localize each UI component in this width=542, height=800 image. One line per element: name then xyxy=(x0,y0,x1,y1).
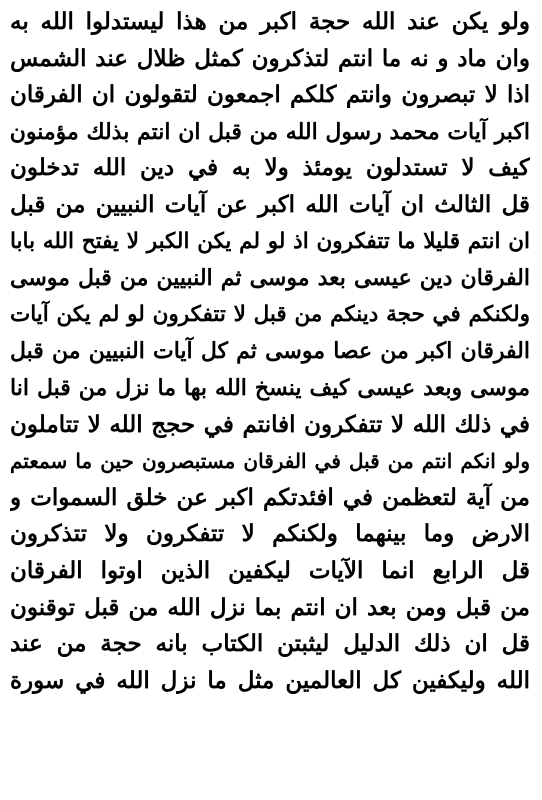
manuscript-line-6: قل الثالث ان آيات الله اكبر عن آيات النبيين من قبل xyxy=(10,190,530,218)
manuscript-line-9: ولكنكم في حجة دينكم من قبل لا تتفكرون لو لم يكن آيات xyxy=(10,301,530,327)
manuscript-line-3: اذا لا تبصرون وانتم كلكم اجمعون لتقولون ان الفرقان xyxy=(10,81,530,109)
manuscript-line-10: الفرقان اكبر من عصا موسى ثم كل آيات النبيين من قبل xyxy=(10,338,530,365)
manuscript-line-16: قل الرابع انما الآيات ليكفين الذين اوتوا الفرقان xyxy=(10,556,530,584)
manuscript-line-4: اكبر آيات محمد رسول الله من قبل ان انتم بذلك مؤمنون xyxy=(10,118,530,145)
manuscript-line-18: قل ان ذلك الدليل ليثبتن الكتاب بانه حجة من عند xyxy=(10,630,530,658)
manuscript-line-5: كيف لا تستدلون يومئذ ولا به في دين الله تدخلون xyxy=(10,154,530,182)
manuscript-line-13: ولو انكم انتم من قبل في الفرقان مستبصرون حين ما سمعتم xyxy=(10,449,530,474)
manuscript-text-block xyxy=(10,4,530,699)
manuscript-line-1: ولو يكن عند الله حجة اكبر من هذا ليستدلوا الله به xyxy=(10,8,530,35)
manuscript-line-14: من آية لتعظمن في افئدتكم اكبر عن خلق السموات و xyxy=(10,483,530,511)
manuscript-line-2: وان ماد و نه ما انتم لتذكرون كمثل ظلال عند الشمس xyxy=(10,44,530,72)
manuscript-line-17: من قبل ومن بعد ان انتم بما نزل الله من قبل توقنون xyxy=(10,593,530,621)
manuscript-line-19: الله وليكفين كل العالمين مثل ما نزل الله في سورة xyxy=(10,666,530,694)
manuscript-line-11: موسى وبعد عيسى كيف ينسخ الله بها ما نزل من قبل انا xyxy=(10,374,530,401)
manuscript-line-12: في ذلك الله لا تتفكرون افانتم في حجج الله لا تتاملون xyxy=(10,410,530,438)
manuscript-line-8: الفرقان دين عيسى بعد موسى ثم النبيين من قبل موسى xyxy=(10,265,530,292)
manuscript-line-15: الارض وما بينهما ولكنكم لا تتفكرون ولا تتذكرون xyxy=(10,520,530,548)
manuscript-line-7: ان انتم قليلا ما تتفكرون اذ لو لم يكن الكبر لا يفتح الله بابا xyxy=(10,228,530,254)
